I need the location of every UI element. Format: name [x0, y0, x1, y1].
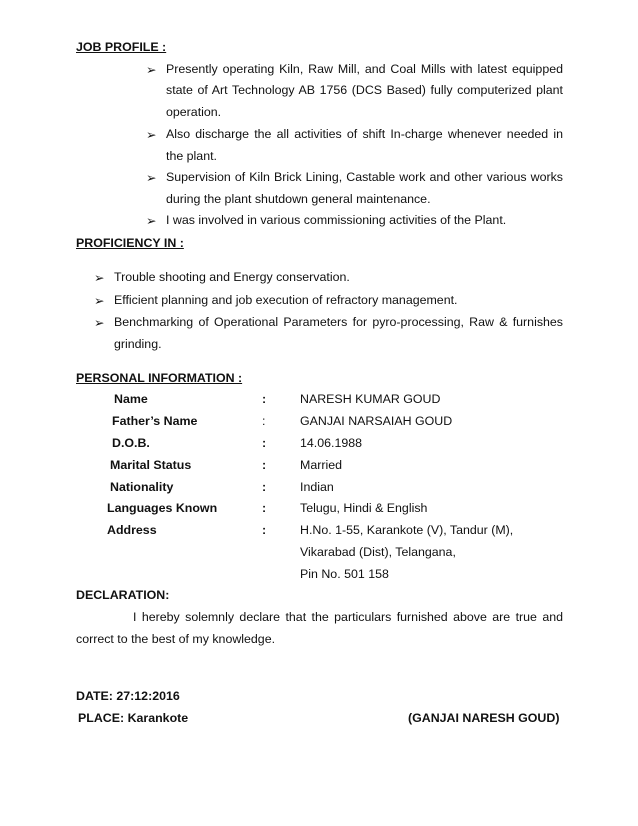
personal-value: 14.06.1988 [300, 436, 363, 450]
personal-label: Languages Known [107, 501, 218, 515]
address-line: Vikarabad (Dist), Telangana, [300, 545, 456, 559]
job-profile-item-line: Also discharge the all activities of shift In-charge whenever needed in [166, 127, 563, 141]
arrow-bullet-icon: ➢ [146, 214, 157, 228]
declaration-text-line: correct to the best of my knowledge. [76, 632, 276, 646]
job-profile-item-line: the plant. [166, 149, 217, 163]
personal-separator: : [262, 523, 267, 537]
date-line: DATE: 27:12:2016 [76, 689, 180, 703]
proficiency-item [94, 315, 566, 355]
personal-value: Indian [300, 480, 334, 494]
proficiency-heading: PROFICIENCY IN : [76, 236, 184, 250]
proficiency-item-line: grinding. [114, 337, 162, 351]
job-profile-item [146, 62, 566, 122]
arrow-bullet-icon: ➢ [94, 294, 105, 308]
personal-value: NARESH KUMAR GOUD [300, 392, 441, 406]
personal-label: Name [114, 392, 148, 406]
arrow-bullet-icon: ➢ [94, 271, 105, 285]
personal-separator: : [262, 501, 267, 515]
personal-separator: : [262, 414, 266, 428]
personal-label: Nationality [110, 480, 174, 494]
arrow-bullet-icon: ➢ [146, 63, 157, 77]
proficiency-item-line: Trouble shooting and Energy conservation. [114, 270, 350, 284]
personal-separator: : [262, 436, 267, 450]
declaration-text-line: I hereby solemnly declare that the particulars furnished above are true and [133, 610, 563, 624]
personal-separator: : [262, 480, 267, 494]
personal-label: Marital Status [110, 458, 192, 472]
job-profile-item-line: operation. [166, 105, 222, 119]
job-profile-item-line: Supervision of Kiln Brick Lining, Castable work and other various works [166, 170, 563, 184]
arrow-bullet-icon: ➢ [146, 171, 157, 185]
personal-label: D.O.B. [112, 436, 150, 450]
personal-label: Address [107, 523, 157, 537]
proficiency-item-line: Efficient planning and job execution of refractory management. [114, 293, 458, 307]
arrow-bullet-icon: ➢ [94, 316, 105, 330]
personal-value: Married [300, 458, 342, 472]
personal-label: Father’s Name [112, 414, 198, 428]
personal-value: Telugu, Hindi & English [300, 501, 428, 515]
arrow-bullet-icon: ➢ [146, 128, 157, 142]
job-profile-item-line: Presently operating Kiln, Raw Mill, and Coal Mills with latest equipped [166, 62, 563, 76]
signature-name: (GANJAI NARESH GOUD) [408, 711, 560, 725]
personal-separator: : [262, 458, 267, 472]
job-profile-heading: JOB PROFILE : [76, 40, 167, 54]
job-profile-item [146, 127, 566, 167]
personal-value: H.No. 1-55, Karankote (V), Tandur (M), [300, 523, 514, 537]
job-profile-item-line: state of Art Technology AB 1756 (DCS Based) fully computerized plant [166, 83, 563, 97]
job-profile-item [146, 170, 566, 210]
declaration-heading: DECLARATION: [76, 588, 170, 602]
personal-separator: : [262, 392, 267, 406]
proficiency-item-line: Benchmarking of Operational Parameters for pyro-processing, Raw & furnishes [114, 315, 563, 329]
place-line: PLACE: Karankote [78, 711, 189, 725]
personal-info-heading: PERSONAL INFORMATION : [76, 371, 243, 385]
job-profile-item-line: I was involved in various commissioning activities of the Plant. [166, 213, 507, 227]
address-line: Pin No. 501 158 [300, 567, 389, 581]
proficiency-item [94, 270, 566, 290]
job-profile-item-line: during the plant shutdown general maintenance. [166, 192, 431, 206]
proficiency-item [94, 293, 566, 313]
job-profile-item [146, 213, 566, 233]
personal-value: GANJAI NARSAIAH GOUD [300, 414, 453, 428]
